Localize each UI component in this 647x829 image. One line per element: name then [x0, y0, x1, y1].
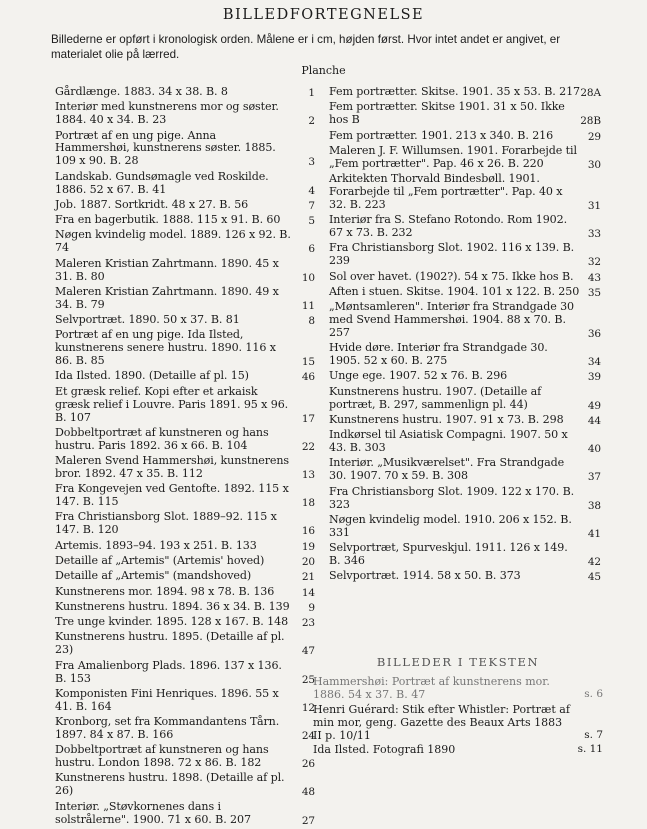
entry-text: Landskab. Gundsømagle ved Roskilde. 1886. 52 x 67. B. 41 — [55, 169, 269, 196]
entry-text: Fem portrætter. Skitse 1901. 31 x 50. Ikke hos B — [329, 100, 565, 127]
catalog-entry — [55, 688, 315, 714]
catalog-entry — [329, 414, 601, 427]
catalog-entry — [329, 145, 601, 171]
catalog-entry — [55, 631, 315, 657]
entry-text: Portræt af en ung pige. Anna Hammershøi, kunstnerens søster. 1885. 109 x 90. B. 28 — [55, 128, 276, 168]
entry-text: Komponisten Fini Henriques. 1896. 55 x 41. B. 164 — [55, 686, 279, 713]
page-reference: s. 6 — [584, 688, 603, 701]
entry-text: Detaille af „Artemis" (Artemis' hoved) — [55, 553, 265, 567]
entry-text: Kunstnerens hustru. 1894. 36 x 34. B. 139 — [55, 599, 290, 613]
catalog-entry — [329, 86, 601, 99]
intro-text: Billederne er opført i kronologisk orden. Målene er i cm, højden først. Hvor intet andet er angivet, er materialet olie på lærred. — [51, 33, 561, 61]
text-image-caption: Henri Guérard: Stik efter Whistler: Portræt af min mor, geng. Gazette des Beaux Arts 1883 II p. 10/11 — [313, 702, 570, 743]
plate-number: 34 — [587, 356, 601, 369]
entry-text: Maleren Svend Hammershøi, kunstnerens bror. 1892. 47 x 35. B. 112 — [55, 454, 290, 480]
entry-text: Gårdlænge. 1883. 34 x 38. B. 8 — [55, 85, 228, 98]
entry-text: Maleren Kristian Zahrtmann. 1890. 49 x 34. B. 79 — [55, 284, 279, 311]
text-images-section — [313, 656, 603, 757]
entry-text: Kunstnerens hustru. 1895. (Detaille af pl. 23) — [55, 630, 285, 657]
entry-text: Kunstnerens hustru. 1898. (Detaille af pl. 26) — [55, 771, 285, 798]
catalog-entry — [55, 427, 315, 453]
text-image-caption: Hammershøi: Portræt af kunstnerens mor. 1886. 54 x 37. B. 47 — [313, 675, 550, 702]
catalog-entry — [55, 616, 315, 629]
entry-text: Fra Amalienborg Plads. 1896. 137 x 136. B. 153 — [55, 658, 282, 685]
entry-text: Ida Ilsted. 1890. (Detaille af pl. 15) — [55, 369, 249, 383]
plate-number: 26 — [301, 758, 315, 771]
plate-number: 32 — [587, 256, 601, 269]
catalog-entry — [55, 555, 315, 568]
catalog-entry — [329, 386, 601, 412]
catalog-entry — [55, 455, 315, 481]
plate-number: 41 — [587, 527, 601, 540]
entry-text: Interiør. „Musikværelset". Fra Strandgade 30. 1907. 70 x 59. B. 308 — [329, 456, 565, 483]
plate-number: 9 — [308, 601, 315, 614]
catalog-entry — [329, 271, 601, 284]
plate-number: 19 — [301, 540, 315, 553]
catalog-entry — [55, 286, 315, 312]
plate-number: 22 — [301, 440, 315, 453]
catalog-entry — [329, 214, 601, 240]
text-image-caption: Ida Ilsted. Fotografi 1890 — [313, 743, 456, 757]
catalog-entry — [55, 329, 315, 368]
entry-text: Fra Christiansborg Slot. 1889–92. 115 x 147. B. 120 — [55, 510, 277, 537]
entry-text: Maleren J. F. Willumsen. 1901. Forarbejde til „Fem portrætter". Pap. 46 x 26. B. 220 — [329, 143, 577, 170]
text-images-heading: BILLEDER I TEKSTEN — [376, 655, 540, 669]
plate-number: 43 — [587, 271, 601, 284]
plate-number: 4 — [308, 184, 315, 197]
entry-text: Detaille af „Artemis" (mandshoved) — [55, 569, 252, 583]
entry-text: Artemis. 1893–94. 193 x 251. B. 133 — [55, 538, 257, 552]
catalog-entry — [55, 101, 315, 127]
plate-number: 48 — [301, 786, 315, 799]
entry-text: Maleren Kristian Zahrtmann. 1890. 45 x 31. B. 80 — [55, 256, 279, 283]
entry-text: Kunstnerens hustru. 1907. 91 x 73. B. 298 — [329, 412, 564, 426]
entry-text: Fra Kongevejen ved Gentofte. 1892. 115 x 147. B. 115 — [55, 482, 289, 509]
entry-text: Fra en bagerbutik. 1888. 115 x 91. B. 60 — [55, 213, 281, 227]
entry-text: Interiør med kunstnerens mor og søster. 1884. 40 x 34. B. 23 — [55, 100, 279, 127]
entry-text: Unge ege. 1907. 52 x 76. B. 296 — [329, 369, 508, 383]
text-image-entry — [313, 743, 603, 756]
catalog-entry — [329, 429, 601, 455]
plate-number: 45 — [587, 571, 601, 584]
plate-number: 18 — [301, 497, 315, 510]
catalog-entry — [55, 314, 315, 327]
entry-text: Portræt af en ung pige. Ida Ilsted, kunstnerens senere hustru. 1890. 116 x 86. B. 85 — [55, 328, 276, 368]
entry-text: Indkørsel til Asiatisk Compagni. 1907. 50 x 43. B. 303 — [329, 428, 568, 455]
plate-number: 17 — [301, 412, 315, 425]
plate-number: 31 — [587, 199, 601, 212]
plate-number: 28A — [580, 87, 601, 99]
entry-text: Hvide døre. Interiør fra Strandgade 30. 1905. 52 x 60. B. 275 — [329, 341, 548, 368]
plate-number: 42 — [587, 555, 601, 568]
plate-number: 5 — [308, 215, 315, 228]
text-images-list — [313, 675, 603, 756]
plate-number: 28B — [580, 115, 601, 128]
entry-text: Job. 1887. Sortkridt. 48 x 27. B. 56 — [55, 197, 249, 211]
plate-number: 29 — [587, 130, 601, 143]
catalog-entry — [55, 540, 315, 553]
right-column — [329, 86, 601, 586]
catalog-entry — [329, 342, 601, 368]
entry-text: Fem portrætter. 1901. 213 x 340. B. 216 — [329, 128, 554, 142]
left-column — [55, 86, 315, 829]
plate-number: 44 — [587, 414, 601, 427]
entry-text: Interiør. „Støvkornenes dans i solstrålerne". 1900. 71 x 60. B. 207 — [55, 799, 251, 826]
catalog-entry — [55, 801, 315, 827]
entry-text: Tre unge kvinder. 1895. 128 x 167. B. 148 — [55, 615, 289, 629]
plate-number: 11 — [301, 299, 315, 312]
catalog-entry — [55, 370, 315, 383]
plate-number: 13 — [301, 468, 315, 481]
catalog-entry — [55, 229, 315, 255]
plate-number: 27 — [301, 814, 315, 827]
plate-number: 10 — [301, 271, 315, 284]
catalog-entry — [55, 772, 315, 798]
plate-number: 46 — [301, 371, 315, 384]
entry-text: Nøgen kvindelig model. 1910. 206 x 152. B. 331 — [329, 512, 572, 539]
plate-number: 47 — [301, 645, 315, 658]
catalog-entry — [329, 101, 601, 127]
catalog-entry — [55, 511, 315, 537]
plate-number: 20 — [301, 555, 315, 568]
catalog-entry — [329, 514, 601, 540]
entry-text: Aften i stuen. Skitse. 1904. 101 x 122. B. 250 — [329, 284, 580, 298]
catalog-entry — [329, 486, 601, 512]
entry-text: Arkitekten Thorvald Bindesbøll. 1901. Forarbejde til „Fem portrætter". Pap. 40 x 32. B. 223 — [329, 172, 563, 211]
page-reference: s. 11 — [577, 743, 603, 756]
planche-label: Planche — [301, 64, 346, 77]
plate-number: 12 — [301, 701, 315, 714]
catalog-entry — [329, 242, 601, 268]
plate-number: 8 — [308, 315, 315, 328]
catalog-entry — [55, 716, 315, 742]
catalog-entry — [55, 171, 315, 197]
plate-number: 23 — [301, 617, 315, 630]
plate-number: 16 — [301, 525, 315, 538]
catalog-entry — [329, 542, 601, 568]
entry-text: Fem portrætter. Skitse. 1901. 35 x 53. B. 217 — [329, 85, 580, 98]
plate-number: 37 — [587, 471, 601, 484]
catalog-entry — [329, 301, 601, 340]
catalog-entry — [329, 173, 601, 212]
page-reference: s. 7 — [584, 729, 603, 742]
entry-text: Selvportræt. 1890. 50 x 37. B. 81 — [55, 313, 240, 327]
catalog-entry — [55, 660, 315, 686]
catalog-entry — [329, 457, 601, 483]
plate-number: 1 — [308, 87, 315, 99]
catalog-entry — [55, 214, 315, 227]
text-image-entry — [313, 675, 603, 701]
catalog-entry — [329, 130, 601, 143]
entry-text: Nøgen kvindelig model. 1889. 126 x 92. B. 74 — [55, 228, 291, 255]
entry-text: Sol over havet. (1902?). 54 x 75. Ikke hos B. — [329, 269, 574, 283]
plate-number: 39 — [587, 371, 601, 384]
entry-text: Kronborg, set fra Kommandantens Tårn. 1897. 84 x 87. B. 166 — [55, 715, 280, 741]
entry-text: Kunstnerens mor. 1894. 98 x 78. B. 136 — [55, 584, 275, 598]
page-title: BILLEDFORTEGNELSE — [222, 7, 425, 23]
catalog-entry — [329, 370, 601, 383]
entry-text: Dobbeltportræt af kunstneren og hans hustru. Paris 1892. 36 x 66. B. 104 — [55, 425, 269, 452]
entry-text: Kunstnerens hustru. 1907. (Detaille af portræt, B. 297, sammenlign pl. 44) — [329, 384, 542, 411]
catalog-entry — [55, 86, 315, 99]
plate-number: 25 — [301, 673, 315, 686]
plate-number: 30 — [587, 158, 601, 171]
catalog-entry — [55, 386, 315, 425]
plate-number: 14 — [301, 586, 315, 599]
catalog-entry — [55, 130, 315, 169]
catalog-entry — [329, 570, 601, 583]
entry-text: Fra Christiansborg Slot. 1909. 122 x 170. B. 323 — [329, 484, 575, 511]
plate-number: 36 — [587, 327, 601, 340]
catalog-entry — [55, 199, 315, 212]
entry-text: Selvportræt. 1914. 58 x 50. B. 373 — [329, 569, 521, 583]
plate-number: 40 — [587, 443, 601, 456]
entry-text: „Møntsamleren". Interiør fra Strandgade 30 med Svend Hammershøi. 1904. 88 x 70. B. 257 — [329, 300, 575, 339]
catalog-entry — [329, 286, 601, 299]
plate-number: 2 — [308, 115, 315, 128]
entry-text: Dobbeltportræt af kunstneren og hans hustru. London 1898. 72 x 86. B. 182 — [55, 743, 269, 770]
plate-number: 15 — [301, 356, 315, 369]
plate-number: 24 — [301, 729, 315, 742]
plate-number: 49 — [587, 399, 601, 412]
catalog-entry — [55, 744, 315, 770]
entry-text: Et græsk relief. Kopi efter et arkaisk græsk relief i Louvre. Paris 1891. 95 x 96. B. 107 — [55, 384, 289, 424]
catalog-entry — [55, 601, 315, 614]
entry-text: Fra Christiansborg Slot. 1902. 116 x 139. B. 239 — [329, 241, 575, 268]
catalog-entry — [55, 483, 315, 509]
plate-number: 7 — [308, 199, 315, 212]
plate-number: 21 — [301, 571, 315, 584]
text-image-entry — [313, 703, 603, 743]
plate-number: 38 — [587, 499, 601, 512]
plate-number: 33 — [587, 228, 601, 241]
catalog-entry — [55, 258, 315, 284]
catalog-entry — [55, 570, 315, 583]
entry-text: Selvportræt, Spurveskjul. 1911. 126 x 149. B. 346 — [329, 541, 568, 567]
plate-number: 35 — [587, 286, 601, 299]
plate-number: 6 — [308, 243, 315, 256]
plate-number: 3 — [308, 156, 315, 169]
entry-text: Interiør fra S. Stefano Rotondo. Rom 1902. 67 x 73. B. 232 — [329, 213, 567, 240]
catalog-entry — [55, 586, 315, 599]
